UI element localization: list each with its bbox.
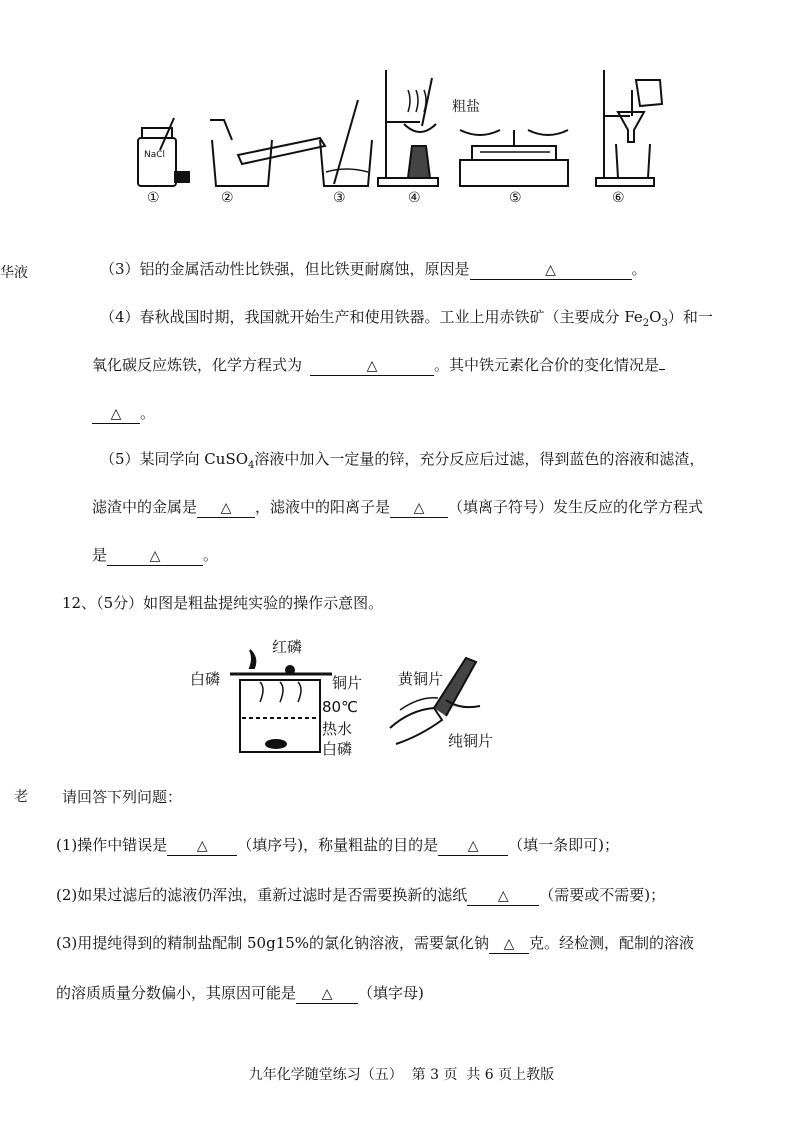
q11-part5-line3: 是 △ 。 (92, 546, 219, 564)
q12-part2: (2)如果过滤后的滤液仍浑浊，重新过滤时是否需要换新的滤纸 △ （需要或不需要)； (56, 886, 666, 904)
red-phosphorus-label: 红磷 (272, 638, 303, 656)
q12-title: 12、（5分）如图是粗盐提纯实验的操作示意图。 (62, 594, 384, 612)
white-phosphorus-bottom-label: 白磷 (322, 740, 353, 758)
margin-fragment-mid: 老 (14, 789, 28, 805)
temperature-label: 80℃ (322, 698, 358, 716)
apparatus-figure (120, 60, 680, 210)
q12-part3-line1: (3)用提纯得到的精制盐配制 50g15%的氯化钠溶液，需要氯化钠 △ 克。经检测，配制的溶液 (56, 934, 695, 952)
answer-blank[interactable]: △ (296, 985, 358, 1004)
answer-blank[interactable]: △ (470, 261, 632, 280)
margin-fragment-top: 华液 (0, 265, 28, 281)
figure-label-2: ② (221, 190, 234, 206)
figure-label-1: ① (147, 190, 160, 206)
reagent-jar-label: NaCl (144, 150, 166, 160)
pure-copper-label: 纯铜片 (448, 732, 494, 750)
hot-water-label: 热水 (322, 720, 353, 738)
page-footer: 九年化学随堂练习（五） 第 3 页 共 6 页上教版 (248, 1067, 555, 1083)
q11-part4-line1: （4）春秋战国时期，我国就开始生产和使用铁器。工业上用赤铁矿（主要成分 $Fe_2O_3$）和一 (100, 308, 713, 329)
q12-part3-line2: 的溶质质量分数偏小，其原因可能是 △ （填字母) (56, 984, 424, 1002)
q11-part3: （3）铝的金属活动性比铁强，但比铁更耐腐蚀，原因是 △ 。 (100, 260, 647, 278)
brass-sheet-label: 黄铜片 (398, 670, 444, 688)
q12-prompt: 请回答下列问题： (62, 788, 183, 806)
answer-blank[interactable]: △ (438, 837, 508, 856)
answer-blank[interactable]: △ (167, 837, 237, 856)
answer-blank[interactable]: △ (489, 935, 529, 954)
answer-blank[interactable]: △ (92, 405, 140, 424)
figure-label-3: ③ (333, 190, 346, 206)
q11-part5-line1: （5）某同学向 CuSO$_4$溶液中加入一定量的锌，充分反应后过滤，得到蓝色的溶液和滤渣， (100, 450, 705, 471)
answer-blank[interactable]: △ (197, 499, 255, 518)
answer-blank[interactable]: △ (390, 499, 448, 518)
q11-part4-line3: △ 。 (92, 402, 754, 424)
q11-part4-line2: 氧化碳反应炼铁，化学方程式为 △ 。其中铁元素化合价的变化情况是 (92, 354, 754, 376)
answer-blank[interactable]: △ (107, 547, 203, 566)
q12-part1: (1)操作中错误是 △ （填序号)，称量粗盐的目的是 △ （填一条即可)； (56, 836, 619, 854)
figure-label-6: ⑥ (612, 190, 625, 206)
answer-blank[interactable]: △ (310, 357, 434, 376)
white-phosphorus-top-label: 白磷 (190, 670, 221, 688)
figure-label-5: ⑤ (509, 190, 522, 206)
copper-sheet-label: 铜片 (332, 674, 363, 692)
figure-label-4: ④ (408, 190, 421, 206)
salt-label: 粗盐 (452, 99, 480, 115)
q11-part5-line2: 滤渣中的金属是 △ ，滤液中的阳离子是 △ （填离子符号）发生反应的化学方程式 (92, 498, 704, 516)
answer-blank[interactable]: △ (467, 887, 539, 906)
